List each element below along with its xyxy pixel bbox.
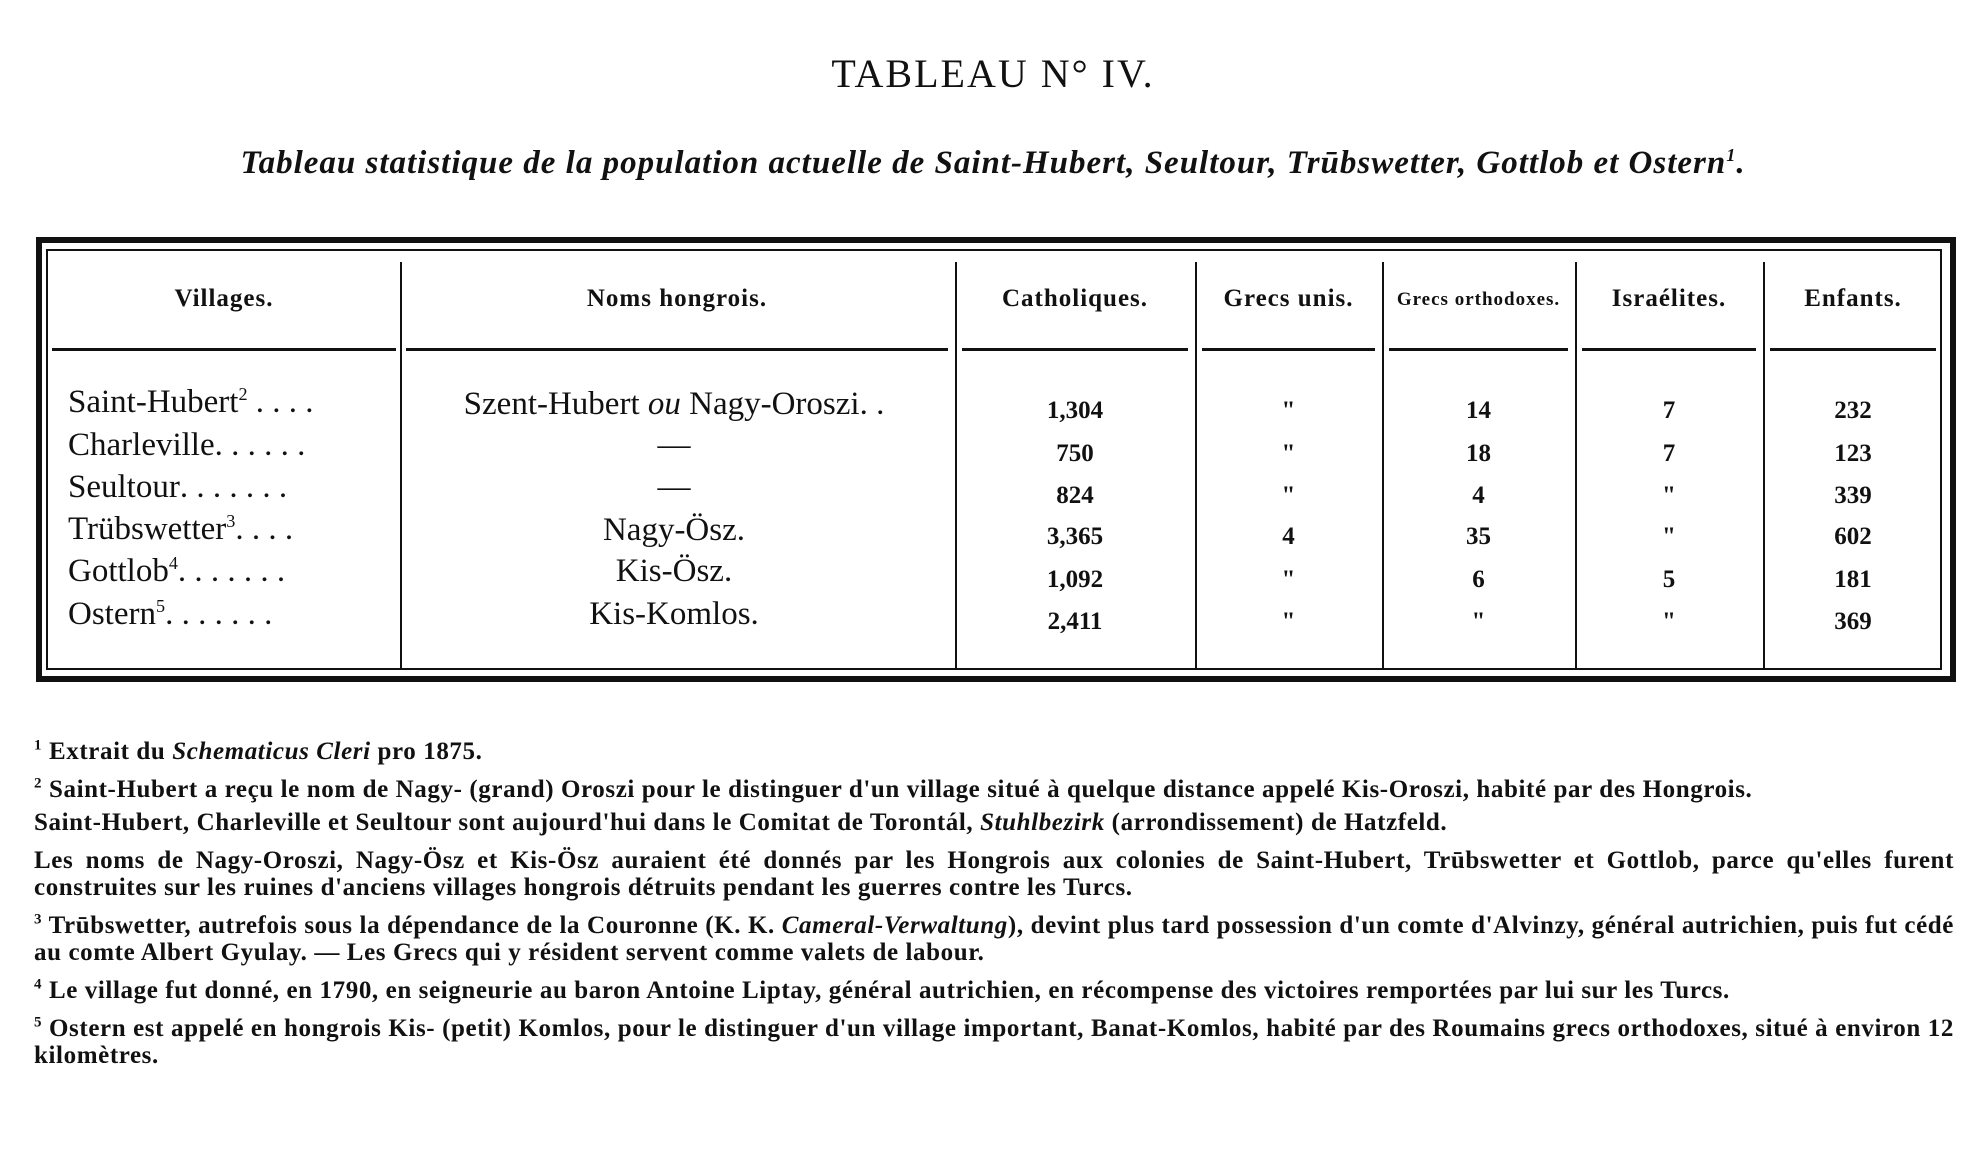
leader-dots: . . . .	[235, 511, 294, 547]
village-name	[68, 553, 285, 590]
footnote-5	[34, 1015, 1954, 1069]
grecs-orthodoxes-value: 18	[1466, 440, 1491, 467]
hungarian-name-part: Szent-Hubert	[463, 386, 648, 422]
header-grecs-unis: Grecs unis.	[1223, 285, 1354, 312]
column-rule	[955, 262, 957, 670]
catholiques-value: 1,304	[1046, 397, 1104, 424]
footnote-1	[34, 738, 1954, 765]
footnote-marker: 3	[34, 911, 43, 928]
footnote-2	[34, 776, 1954, 803]
column-rule	[1382, 262, 1384, 670]
footnote-marker: 1	[1726, 145, 1737, 165]
header-enfants: Enfants.	[1804, 285, 1902, 312]
grecs-unis-value: "	[1281, 608, 1296, 635]
column-rule	[400, 262, 402, 670]
footnote-marker: 2	[238, 384, 248, 404]
footnote-text: Saint-Hubert a reçu le nom de Nagy- (grand) Oroszi pour le distinguer d'un village situé à quelque distance appelé Kis-Oroszi, habité par des Hongrois.	[48, 776, 1753, 803]
header-rule	[1770, 348, 1936, 351]
grecs-unis-value: 4	[1282, 523, 1295, 550]
footnote-italic: Cameral-Verwaltung	[781, 912, 1008, 939]
footnote-text: Saint-Hubert, Charleville et Seultour sont aujourd'hui dans le Comitat de Torontál,	[34, 809, 981, 836]
footnote-marker: 5	[34, 1014, 43, 1031]
leader-dots: . . . .	[247, 384, 314, 420]
hungarian-name	[404, 386, 944, 423]
grecs-orthodoxes-value: 14	[1466, 397, 1491, 424]
catholiques-value: 2,411	[1047, 608, 1103, 635]
hungarian-name	[404, 512, 944, 549]
village-name	[68, 384, 314, 421]
footnote-text: ), devint plus tard possession d'un comte d'Alvinzy, général autrichien, puis fut cédé au comte Albert Gyulay. — Les Grecs qui y résident servent comme valets de labour.	[34, 912, 1954, 966]
footnote-2-paragraph	[34, 847, 1954, 901]
enfants-value: 602	[1834, 523, 1872, 550]
israelites-value: 7	[1662, 397, 1676, 424]
subtitle-end: .	[1736, 145, 1746, 181]
header-rule	[1202, 348, 1375, 351]
enfants-value: 369	[1834, 608, 1872, 635]
village-label: Gottlob	[68, 553, 169, 589]
hungarian-name-part: Kis-Komlos.	[589, 596, 759, 632]
column-rule	[1195, 262, 1197, 670]
hungarian-name-or: ou	[647, 386, 681, 422]
grecs-orthodoxes-value: 6	[1472, 566, 1485, 593]
hungarian-name	[404, 553, 944, 590]
catholiques-value: 824	[1056, 482, 1094, 509]
column-rule	[1763, 262, 1765, 670]
header-rule	[52, 348, 396, 351]
footnote-text: pro 1875.	[370, 738, 483, 765]
footnote-italic: Schematicus Cleri	[172, 738, 371, 765]
hungarian-name-part: Nagy-Oroszi. .	[680, 386, 885, 422]
village-label: Trübswetter	[68, 511, 227, 547]
enfants-value: 232	[1834, 397, 1872, 424]
village-label: Saint-Hubert	[68, 384, 239, 420]
footnote-text: Trūbswetter, autrefois sous la dépendance de la Couronne (K. K.	[48, 912, 782, 939]
header-rule	[406, 348, 948, 351]
grecs-unis-value: "	[1281, 482, 1296, 509]
footnote-text: Extrait du	[48, 738, 173, 765]
israelites-value: "	[1662, 523, 1676, 550]
hungarian-name	[404, 596, 944, 633]
header-villages: Villages.	[174, 285, 274, 312]
village-label: Charleville	[68, 427, 215, 463]
header-noms-hongrois: Noms hongrois.	[586, 285, 768, 312]
header-grecs-orthodoxes: Grecs orthodoxes.	[1396, 289, 1561, 310]
leader-dots: . . . . . . .	[165, 596, 273, 632]
enfants-value: 339	[1834, 482, 1872, 509]
village-name	[68, 469, 287, 506]
header-rule	[1389, 348, 1568, 351]
village-name	[68, 596, 272, 633]
grecs-unis-value: "	[1281, 397, 1296, 424]
header-catholiques: Catholiques.	[1001, 285, 1149, 312]
footnote-marker: 5	[155, 596, 166, 616]
leader-dots: . . . . . . .	[179, 469, 288, 505]
footnote-2-continued	[34, 809, 1954, 836]
column-rule	[1575, 262, 1577, 670]
footnote-3	[34, 912, 1954, 966]
village-name	[68, 427, 305, 464]
hungarian-name-part: —	[657, 427, 691, 463]
footnotes	[34, 738, 1954, 1080]
leader-dots: . . . . . .	[214, 427, 306, 463]
village-label: Seultour	[68, 469, 180, 505]
footnote-marker: 2	[34, 775, 43, 792]
footnote-marker: 4	[168, 553, 178, 573]
village-name	[68, 511, 293, 548]
israelites-value: 5	[1662, 566, 1676, 593]
enfants-value: 123	[1834, 440, 1872, 467]
footnote-4	[34, 977, 1954, 1004]
enfants-value: 181	[1834, 566, 1872, 593]
footnote-text: Le village fut donné, en 1790, en seigneurie au baron Antoine Liptay, général autrichien, en récompense des victoires remportées par lui sur les Turcs.	[48, 977, 1730, 1004]
catholiques-value: 1,092	[1046, 566, 1104, 593]
table-subtitle	[0, 145, 1986, 182]
grecs-orthodoxes-value: 4	[1472, 482, 1485, 509]
hungarian-name-part: —	[657, 469, 691, 505]
footnote-text: (arrondissement) de Hatzfeld.	[1104, 809, 1448, 836]
catholiques-value: 750	[1056, 440, 1094, 467]
hungarian-name-part: Kis-Ösz.	[615, 553, 733, 589]
grecs-unis-value: "	[1281, 566, 1296, 593]
hungarian-name	[404, 469, 944, 506]
header-israelites: Israélites.	[1611, 285, 1727, 312]
grecs-unis-value: "	[1281, 440, 1296, 467]
subtitle-text: Tableau statistique de la population actuelle de Saint-Hubert, Seultour, Trūbswetter, Gottlob et Ostern	[240, 145, 1727, 181]
grecs-orthodoxes-value: "	[1471, 608, 1486, 635]
footnote-text: Les noms de Nagy-Oroszi, Nagy-Ösz et Kis-Ösz auraient été donnés par les Hongrois aux colonies de Saint-Hubert, Trūbswetter et Gottlob, parce qu'elles furent construites sur les ruines d'anciens villages hongrois détruits pendant les guerres contre les Turcs.	[34, 847, 1954, 901]
footnote-text: Ostern est appelé en hongrois Kis- (petit) Komlos, pour le distinguer d'un village important, Banat-Komlos, habité par des Roumains grecs orthodoxes, situé à environ 12 kilomètres.	[34, 1015, 1954, 1069]
catholiques-value: 3,365	[1046, 523, 1104, 550]
grecs-orthodoxes-value: 35	[1466, 523, 1491, 550]
israelites-value: "	[1662, 608, 1676, 635]
israelites-value: "	[1662, 482, 1676, 509]
footnote-marker: 3	[226, 511, 236, 531]
page-title: TABLEAU N° IV.	[831, 51, 1155, 96]
israelites-value: 7	[1662, 440, 1676, 467]
hungarian-name-part: Nagy-Ösz.	[602, 512, 746, 548]
footnote-italic: Stuhlbezirk	[980, 809, 1105, 836]
footnote-marker: 4	[34, 976, 43, 993]
header-rule	[1582, 348, 1756, 351]
hungarian-name	[404, 427, 944, 464]
header-rule	[962, 348, 1188, 351]
village-label: Ostern	[68, 596, 156, 632]
leader-dots: . . . . . . .	[177, 553, 286, 589]
footnote-marker: 1	[34, 737, 43, 754]
